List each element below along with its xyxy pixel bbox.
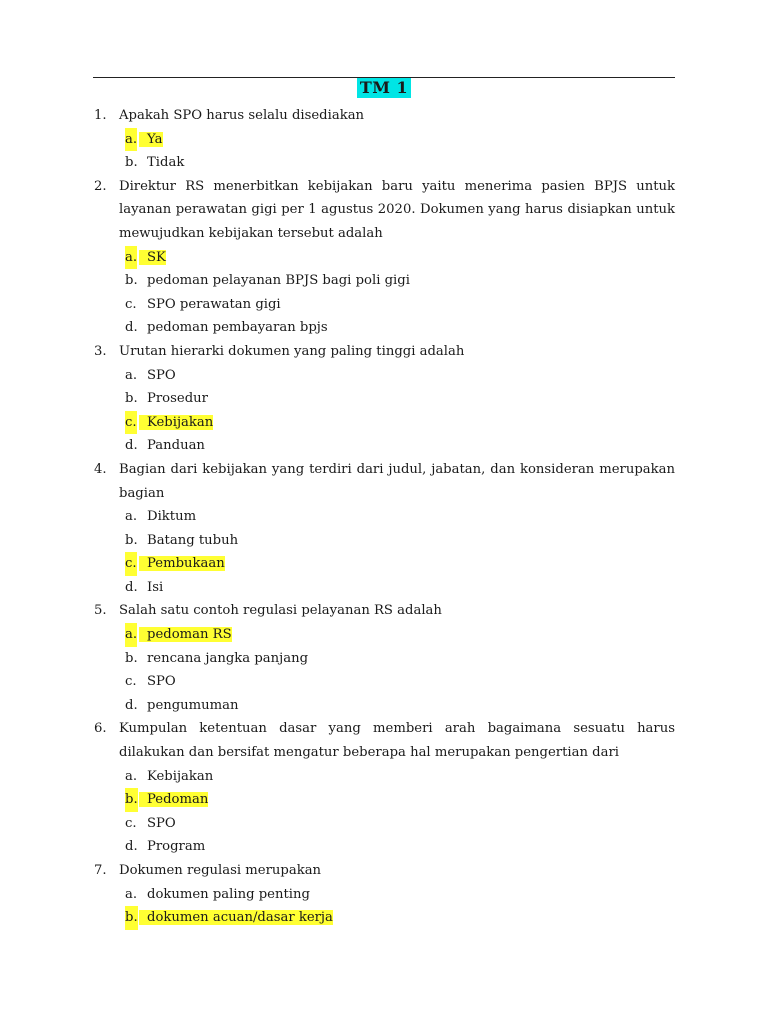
answer-option — [94, 670, 675, 694]
option-text: Prosedur — [147, 391, 208, 407]
option-text: Batang tubuh — [147, 532, 239, 548]
option-text: Isi — [147, 579, 164, 595]
option-text: Program — [147, 839, 206, 855]
option-letter: d. — [125, 438, 138, 454]
question-number: 5. — [94, 603, 107, 619]
highlighted-answer: SK — [139, 250, 166, 265]
highlighted-answer: Pedoman — [139, 792, 208, 807]
option-letter: b. — [125, 273, 138, 289]
option-text: Panduan — [147, 438, 205, 454]
option-text: Kebijakan — [147, 768, 214, 784]
answer-option — [94, 387, 675, 411]
option-text: pedoman pelayanan BPJS bagi poli gigi — [147, 273, 410, 289]
answer-option — [94, 411, 675, 435]
answer-option — [94, 647, 675, 671]
highlighted-answer: Kebijakan — [139, 415, 213, 430]
option-letter: a. — [125, 886, 138, 902]
option-text: rencana jangka panjang — [147, 650, 309, 666]
option-letter: c. — [125, 552, 137, 576]
question-text: Direktur RS menerbitkan kebijakan baru yaitu menerima pasien BPJS untuk layanan perawatan gigi per 1 agustus 2020. Dokumen yang harus disiapkan untuk mewujudkan kebijakan tersebut adalah — [119, 178, 675, 241]
option-text: SPO perawatan gigi — [147, 296, 281, 312]
answer-option — [94, 788, 675, 812]
option-letter: b. — [125, 906, 138, 930]
answer-option — [94, 529, 675, 553]
question-item — [94, 104, 675, 128]
question-item — [94, 599, 675, 623]
answer-option — [94, 505, 675, 529]
question-text: Kumpulan ketentuan dasar yang memberi arah bagaimana sesuatu harus dilakukan dan bersifat mengatur beberapa hal merupakan pengertian dari — [119, 721, 675, 761]
option-letter: a. — [125, 623, 137, 647]
option-letter: a. — [125, 246, 137, 270]
answer-option — [94, 694, 675, 718]
option-letter: b. — [125, 391, 138, 407]
question-number: 4. — [94, 461, 107, 477]
answer-option — [94, 293, 675, 317]
question-text: Dokumen regulasi merupakan — [119, 863, 322, 878]
option-text: Tidak — [147, 155, 185, 171]
option-letter: b. — [125, 155, 138, 171]
answer-option — [94, 364, 675, 388]
question-number: 6. — [94, 721, 107, 737]
answer-option — [94, 576, 675, 600]
title-container — [0, 78, 768, 98]
highlighted-answer: Pembukaan — [139, 556, 225, 571]
question-item — [94, 717, 675, 764]
question-item — [94, 340, 675, 364]
option-letter: d. — [125, 579, 138, 595]
option-letter: c. — [125, 815, 137, 831]
question-text: Bagian dari kebijakan yang terdiri dari judul, jabatan, dan konsideran merupakan bagian — [119, 461, 675, 501]
answer-option — [94, 552, 675, 576]
option-letter: d. — [125, 320, 138, 336]
option-text: SPO — [147, 367, 176, 383]
option-letter: a. — [125, 509, 138, 525]
answer-option — [94, 765, 675, 789]
option-text: Diktum — [147, 509, 197, 525]
question-list — [94, 104, 675, 930]
option-letter: c. — [125, 411, 137, 435]
question-item — [94, 175, 675, 246]
option-letter: c. — [125, 296, 137, 312]
option-letter: a. — [125, 768, 138, 784]
option-letter: a. — [125, 367, 138, 383]
question-text: Salah satu contoh regulasi pelayanan RS adalah — [119, 603, 442, 619]
option-letter: b. — [125, 788, 138, 812]
answer-option — [94, 128, 675, 152]
option-letter: d. — [125, 839, 138, 855]
option-text: dokumen paling penting — [147, 886, 310, 902]
option-letter: c. — [125, 674, 137, 690]
question-item — [94, 859, 675, 883]
answer-option — [94, 269, 675, 293]
question-number: 1. — [94, 108, 107, 123]
option-text: pengumuman — [147, 697, 239, 713]
question-number: 2. — [94, 178, 107, 194]
highlighted-answer: pedoman RS — [139, 627, 232, 642]
question-text: Apakah SPO harus selalu disediakan — [119, 108, 365, 123]
answer-option — [94, 906, 675, 930]
answer-option — [94, 812, 675, 836]
highlighted-answer: dokumen acuan/dasar kerja — [139, 910, 333, 925]
option-text: SPO — [147, 674, 176, 690]
answer-option — [94, 623, 675, 647]
option-letter: a. — [125, 128, 137, 152]
answer-option — [94, 151, 675, 175]
answer-option — [94, 883, 675, 907]
highlighted-answer: Ya — [139, 132, 163, 147]
answer-option — [94, 246, 675, 270]
page-title: TM 1 — [357, 78, 411, 98]
answer-option — [94, 835, 675, 859]
option-letter: d. — [125, 697, 138, 713]
option-text: SPO — [147, 815, 176, 831]
question-number: 7. — [94, 863, 107, 878]
option-text: pedoman pembayaran bpjs — [147, 320, 328, 336]
question-number: 3. — [94, 343, 107, 359]
option-letter: b. — [125, 532, 138, 548]
question-text: Urutan hierarki dokumen yang paling tinggi adalah — [119, 343, 465, 359]
option-letter: b. — [125, 650, 138, 666]
question-item — [94, 458, 675, 505]
answer-option — [94, 434, 675, 458]
answer-option — [94, 316, 675, 340]
